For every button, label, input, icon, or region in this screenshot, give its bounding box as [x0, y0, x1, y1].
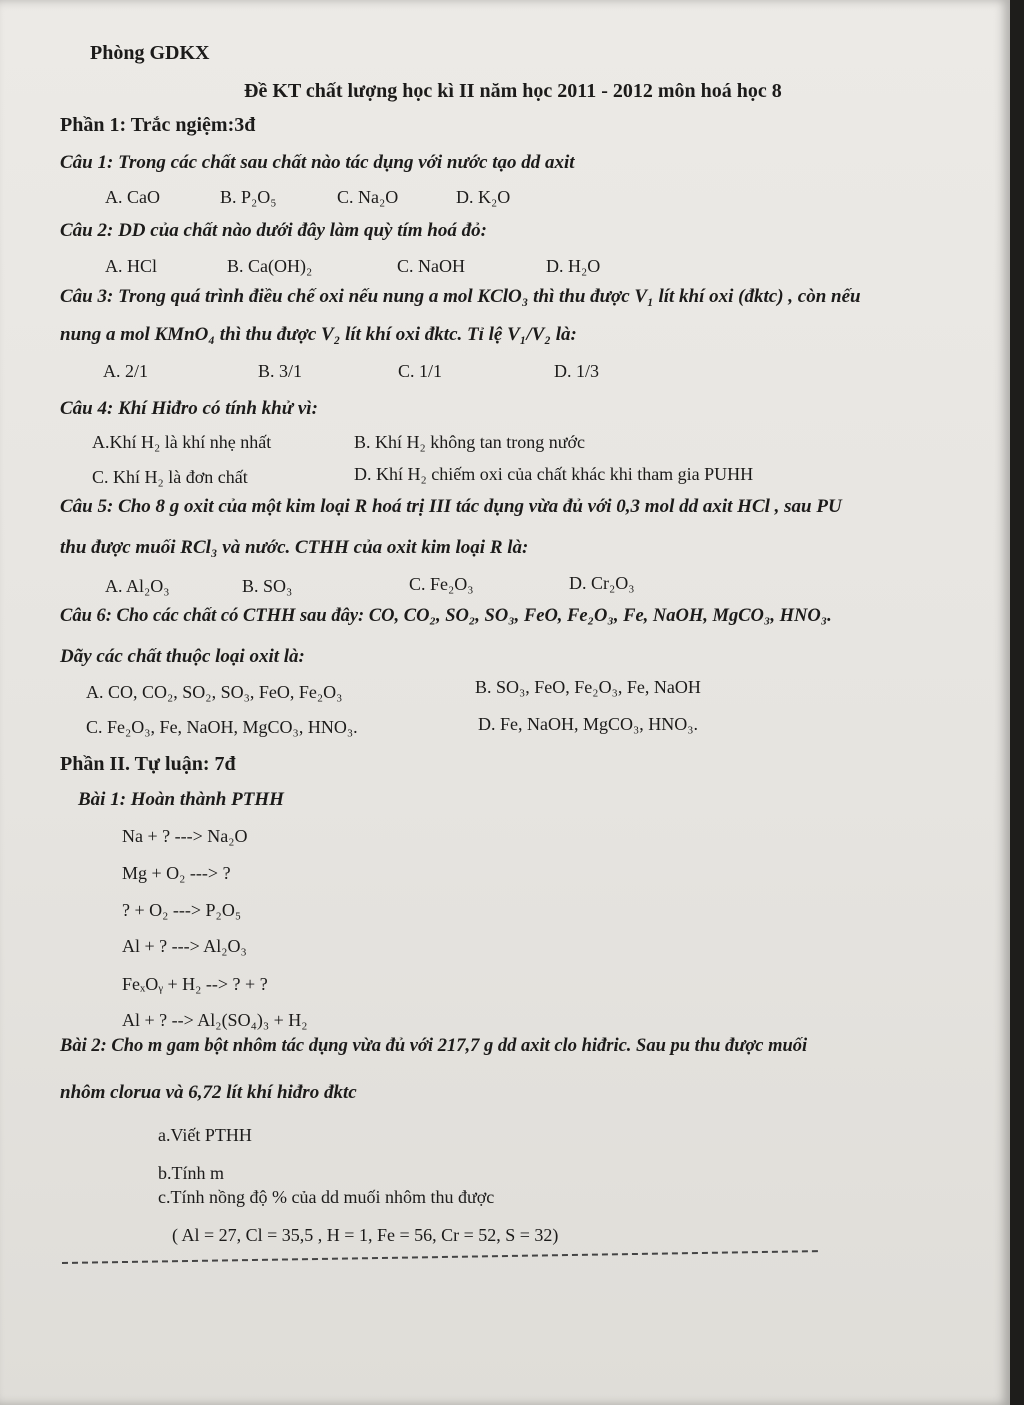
q3-option-b: B. 3/1	[258, 361, 303, 381]
q5-option-d: D. Cr₂O₃	[569, 573, 635, 593]
question-3-line-1: Câu 3: Trong quá trình điều chế oxi nếu nung a mol KClO₃ thì thu được V₁ lít khí oxi (đktc) , còn nếu	[60, 286, 861, 307]
q5-option-c: C. Fe₂O₃	[409, 574, 474, 594]
office-name: Phòng GDKX	[90, 42, 210, 64]
exam-title: Đề KT chất lượng học kì II năm học 2011 - 2012 môn hoá học 8	[244, 80, 782, 102]
q1-option-c: C. Na₂O	[337, 187, 399, 207]
equation-4: Al + ? ---> Al₂O₃	[122, 936, 247, 956]
q1-option-a: A. CaO	[105, 187, 160, 207]
question-5-line-2: thu được muối RCl₃ và nước. CTHH của oxit kim loại R là:	[60, 537, 529, 558]
q3-option-c: C. 1/1	[398, 361, 443, 381]
bai2-item-a: a.Viết PTHH	[158, 1125, 252, 1145]
bai2-item-c: c.Tính nồng độ % của dd muối nhôm thu được	[158, 1187, 495, 1207]
bai2-line-1: Bài 2: Cho m gam bột nhôm tác dụng vừa đủ với 217,7 g dd axit clo hiđric. Sau pu thu được muối	[60, 1036, 808, 1056]
q2-option-c: C. NaOH	[397, 256, 465, 276]
part1-heading: Phần 1: Trắc ngiệm:3đ	[60, 114, 256, 136]
question-5-line-1: Câu 5: Cho 8 g oxit của một kim loại R hoá trị III tác dụng vừa đủ với 0,3 mol dd axit HCl , sau PU	[60, 496, 842, 517]
equation-2: Mg + O₂ ---> ?	[122, 863, 231, 883]
q1-option-d: D. K₂O	[456, 187, 511, 207]
q6-option-d: D. Fe, NaOH, MgCO₃, HNO₃.	[478, 714, 699, 734]
question-1: Câu 1: Trong các chất sau chất nào tác dụng với nước tạo dd axit	[60, 152, 575, 173]
q5-option-a: A. Al₂O₃	[105, 576, 170, 596]
q1-option-b: B. P₂O₅	[220, 187, 277, 207]
q2-option-b: B. Ca(OH)₂	[227, 256, 313, 276]
equation-3: ? + O₂ ---> P₂O₅	[122, 900, 242, 920]
q2-option-a: A. HCl	[105, 256, 158, 276]
dashed-divider	[62, 1250, 818, 1264]
q4-option-b: B. Khí H₂ không tan trong nước	[354, 432, 586, 452]
equation-6: Al + ? --> Al₂(SO₄)₃ + H₂	[122, 1010, 308, 1030]
q6-option-a: A. CO, CO₂, SO₂, SO₃, FeO, Fe₂O₃	[86, 682, 343, 702]
q5-option-b: B. SO₃	[242, 576, 293, 596]
bai2-item-b: b.Tính m	[158, 1163, 224, 1183]
question-6-line-2: Dãy các chất thuộc loại oxit là:	[60, 646, 305, 667]
q3-option-d: D. 1/3	[554, 361, 599, 381]
question-4: Câu 4: Khí Hiđro có tính khử vì:	[60, 398, 318, 419]
bai1-title: Bài 1: Hoàn thành PTHH	[78, 789, 284, 810]
q6-option-b: B. SO₃, FeO, Fe₂O₃, Fe, NaOH	[475, 677, 701, 697]
q2-option-d: D. H₂O	[546, 256, 601, 276]
question-2: Câu 2: DD của chất nào dưới đây làm quỳ tím hoá đỏ:	[60, 220, 487, 241]
equation-1: Na + ? ---> Na₂O	[122, 826, 248, 846]
q4-option-a: A.Khí H₂ là khí nhẹ nhất	[92, 432, 272, 452]
equation-5: FeₓOᵧ + H₂ --> ? + ?	[122, 974, 268, 994]
q4-option-c: C. Khí H₂ là đơn chất	[92, 467, 248, 487]
q6-option-c: C. Fe₂O₃, Fe, NaOH, MgCO₃, HNO₃.	[86, 717, 358, 737]
atomic-mass-constants: ( Al = 27, Cl = 35,5 , H = 1, Fe = 56, Cr = 52, S = 32)	[172, 1225, 559, 1245]
part2-heading: Phần II. Tự luận: 7đ	[60, 753, 236, 775]
question-3-line-2: nung a mol KMnO₄ thì thu được V₂ lít khí oxi đktc. Tỉ lệ V₁/V₂ là:	[60, 324, 577, 345]
q4-option-d: D. Khí H₂ chiếm oxi của chất khác khi tham gia PUHH	[354, 464, 754, 484]
q3-option-a: A. 2/1	[103, 361, 148, 381]
bai2-line-2: nhôm clorua và 6,72 lít khí hiđro đktc	[60, 1082, 357, 1103]
question-6-line-1: Câu 6: Cho các chất có CTHH sau đây: CO, CO₂, SO₂, SO₃, FeO, Fe₂O₃, Fe, NaOH, MgCO₃, HNO₃.	[60, 606, 832, 626]
